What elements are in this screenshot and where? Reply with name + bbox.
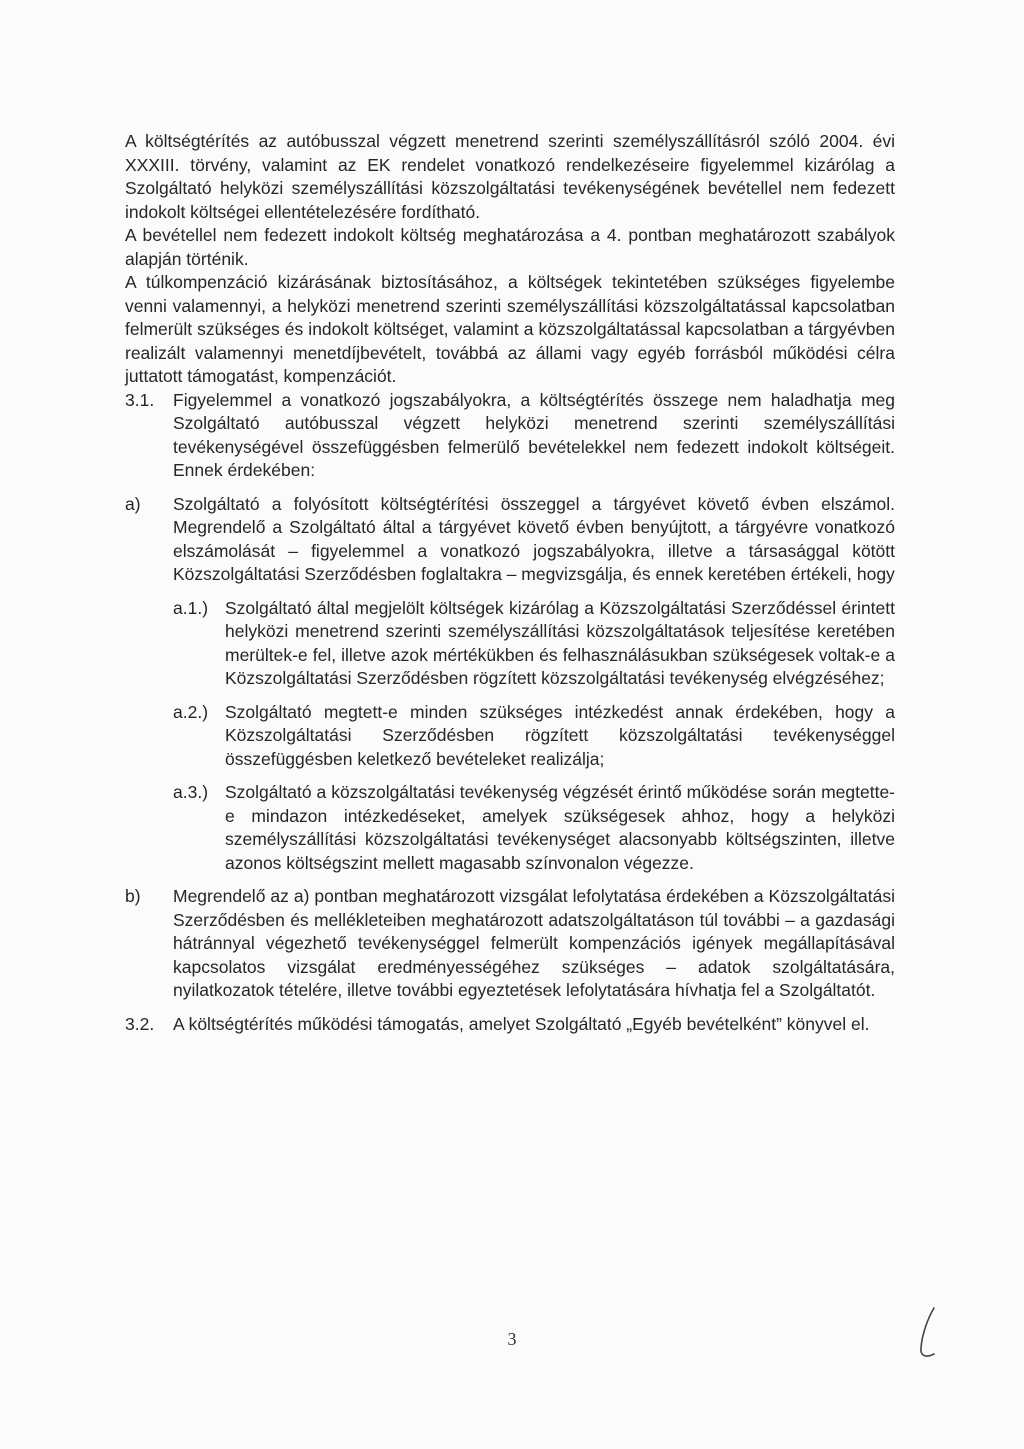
point-a3 (173, 781, 895, 875)
section-3-2-label: 3.2. (125, 1013, 155, 1034)
point-a1-label: a.1.) (173, 597, 209, 618)
section-3-1-label: 3.1. (125, 389, 155, 410)
section-3-2-text: A költségtérítés működési támogatás, amelyet Szolgáltató „Egyéb bevételként” könyvel el. (173, 1013, 870, 1034)
cost-definition-paragraph: A bevétellel nem fedezett indokolt költség meghatározása a 4. pontban meghatározott szabályok alapján történik. (125, 225, 895, 269)
point-a2-text: Szolgáltató megtett-e minden szükséges intézkedést annak érdekében, hogy a Közszolgáltatási Szerződésben rögzített közszolgáltatási tevékenységgel összefüggésben keletkező bevételeket realizálja; (225, 701, 895, 769)
point-b-label: b) (125, 886, 141, 906)
point-a1-text: Szolgáltató által megjelölt költségek kizárólag a Közszolgáltatási Szerződéssel érintett helyközi menetrend szerinti személyszállítási közszolgáltatások teljesítése keretében merültek-e fel, illetve azok mértékükben és felhasználásukban szükségesek voltak-e a Közszolgáltatási Szerződésben rögzített közszolgáltatási tevékenység elvégzéséhez; (225, 597, 895, 688)
point-a2 (173, 701, 895, 772)
point-a3-text: Szolgáltató a közszolgáltatási tevékenység végzését érintő működése során megtette-e mindazon intézkedéseket, amelyek szükségesek ahhoz, hogy a helyközi személyszállítási közszolgáltatási tevékenységet alacsonyabb költségszinten, illetve azonos költségszint mellett magasabb színvonalon végezze. (225, 782, 895, 873)
point-b-text: Megrendelő az a) pontban meghatározott vizsgálat lefolytatása érdekében a Közszolgáltatási Szerződésben és mellékleteiben meghatározott adatszolgáltatáson túl további – a gazdasági hátránnyal végezhető tevékenységgel felmerült kompenzációs igények megállapításával kapcsolatos vizsgálat eredményességéhez szükséges – adatok szolgáltatására, nyilatkozatok tételére, illetve további egyeztetések lefolytatására hívhatja fel a Szolgáltatót. (173, 886, 895, 1000)
point-a-text: Szolgáltató a folyósított költségtérítési összeggel a tárgyévet követő évben elszámol. Megrendelő a Szolgáltató által a tárgyévet követő évben benyújtott, a tárgyévre vonatkozó elszámolását – figyelemmel a vonatkozó jogszabályokra, illetve a társasággal kötött Közszolgáltatási Szerződésben foglaltakra – megvizsgálja, és ennek keretében értékeli, hogy (173, 493, 895, 584)
section-3-1 (125, 389, 895, 483)
section-3-1-text: Figyelemmel a vonatkozó jogszabályokra, a költségtérítés összege nem haladhatja meg Szolgáltató autóbusszal végzett helyközi menetrend szerinti személyszállítási tevékenységével összefüggésben felmerülő bevételekkel nem fedezett indokolt költségeit. Ennek érdekében: (173, 389, 895, 480)
overcompensation-paragraph: A túlkompenzáció kizárásának biztosításához, a költségek tekintetében szükséges figyelembe venni valamennyi, a helyközi menetrend szerinti személyszállítási közszolgáltatással kapcsolatban felmerült szükséges és indokolt költséget, valamint a közszolgáltatással kapcsolatban a tárgyévben realizált valamennyi menetdíjbevételt, továbbá az állami vagy egyéb forrásból működési célra juttatott támogatást, kompenzációt. (125, 272, 895, 386)
section-3-2 (125, 1013, 895, 1037)
point-a3-label: a.3.) (173, 782, 209, 802)
point-a2-label: a.2.) (173, 701, 209, 722)
point-a1 (173, 597, 895, 691)
point-a (125, 493, 895, 587)
point-b (125, 885, 895, 1003)
document-body (125, 130, 895, 1046)
handwritten-initial (912, 1304, 952, 1364)
point-a-label: a) (125, 493, 141, 514)
intro-paragraph: A költségtérítés az autóbusszal végzett menetrend szerinti személyszállításról szóló 2004. évi XXXIII. törvény, valamint az EK rendelet vonatkozó rendelkezéseire figyelemmel kizárólag a Szolgáltató helyközi személyszállítási közszolgáltatási tevékenységének bevétellel nem fedezett indokolt költségei ellentételezésére fordítható. (125, 131, 895, 222)
page-number: 3 (507, 1329, 517, 1349)
